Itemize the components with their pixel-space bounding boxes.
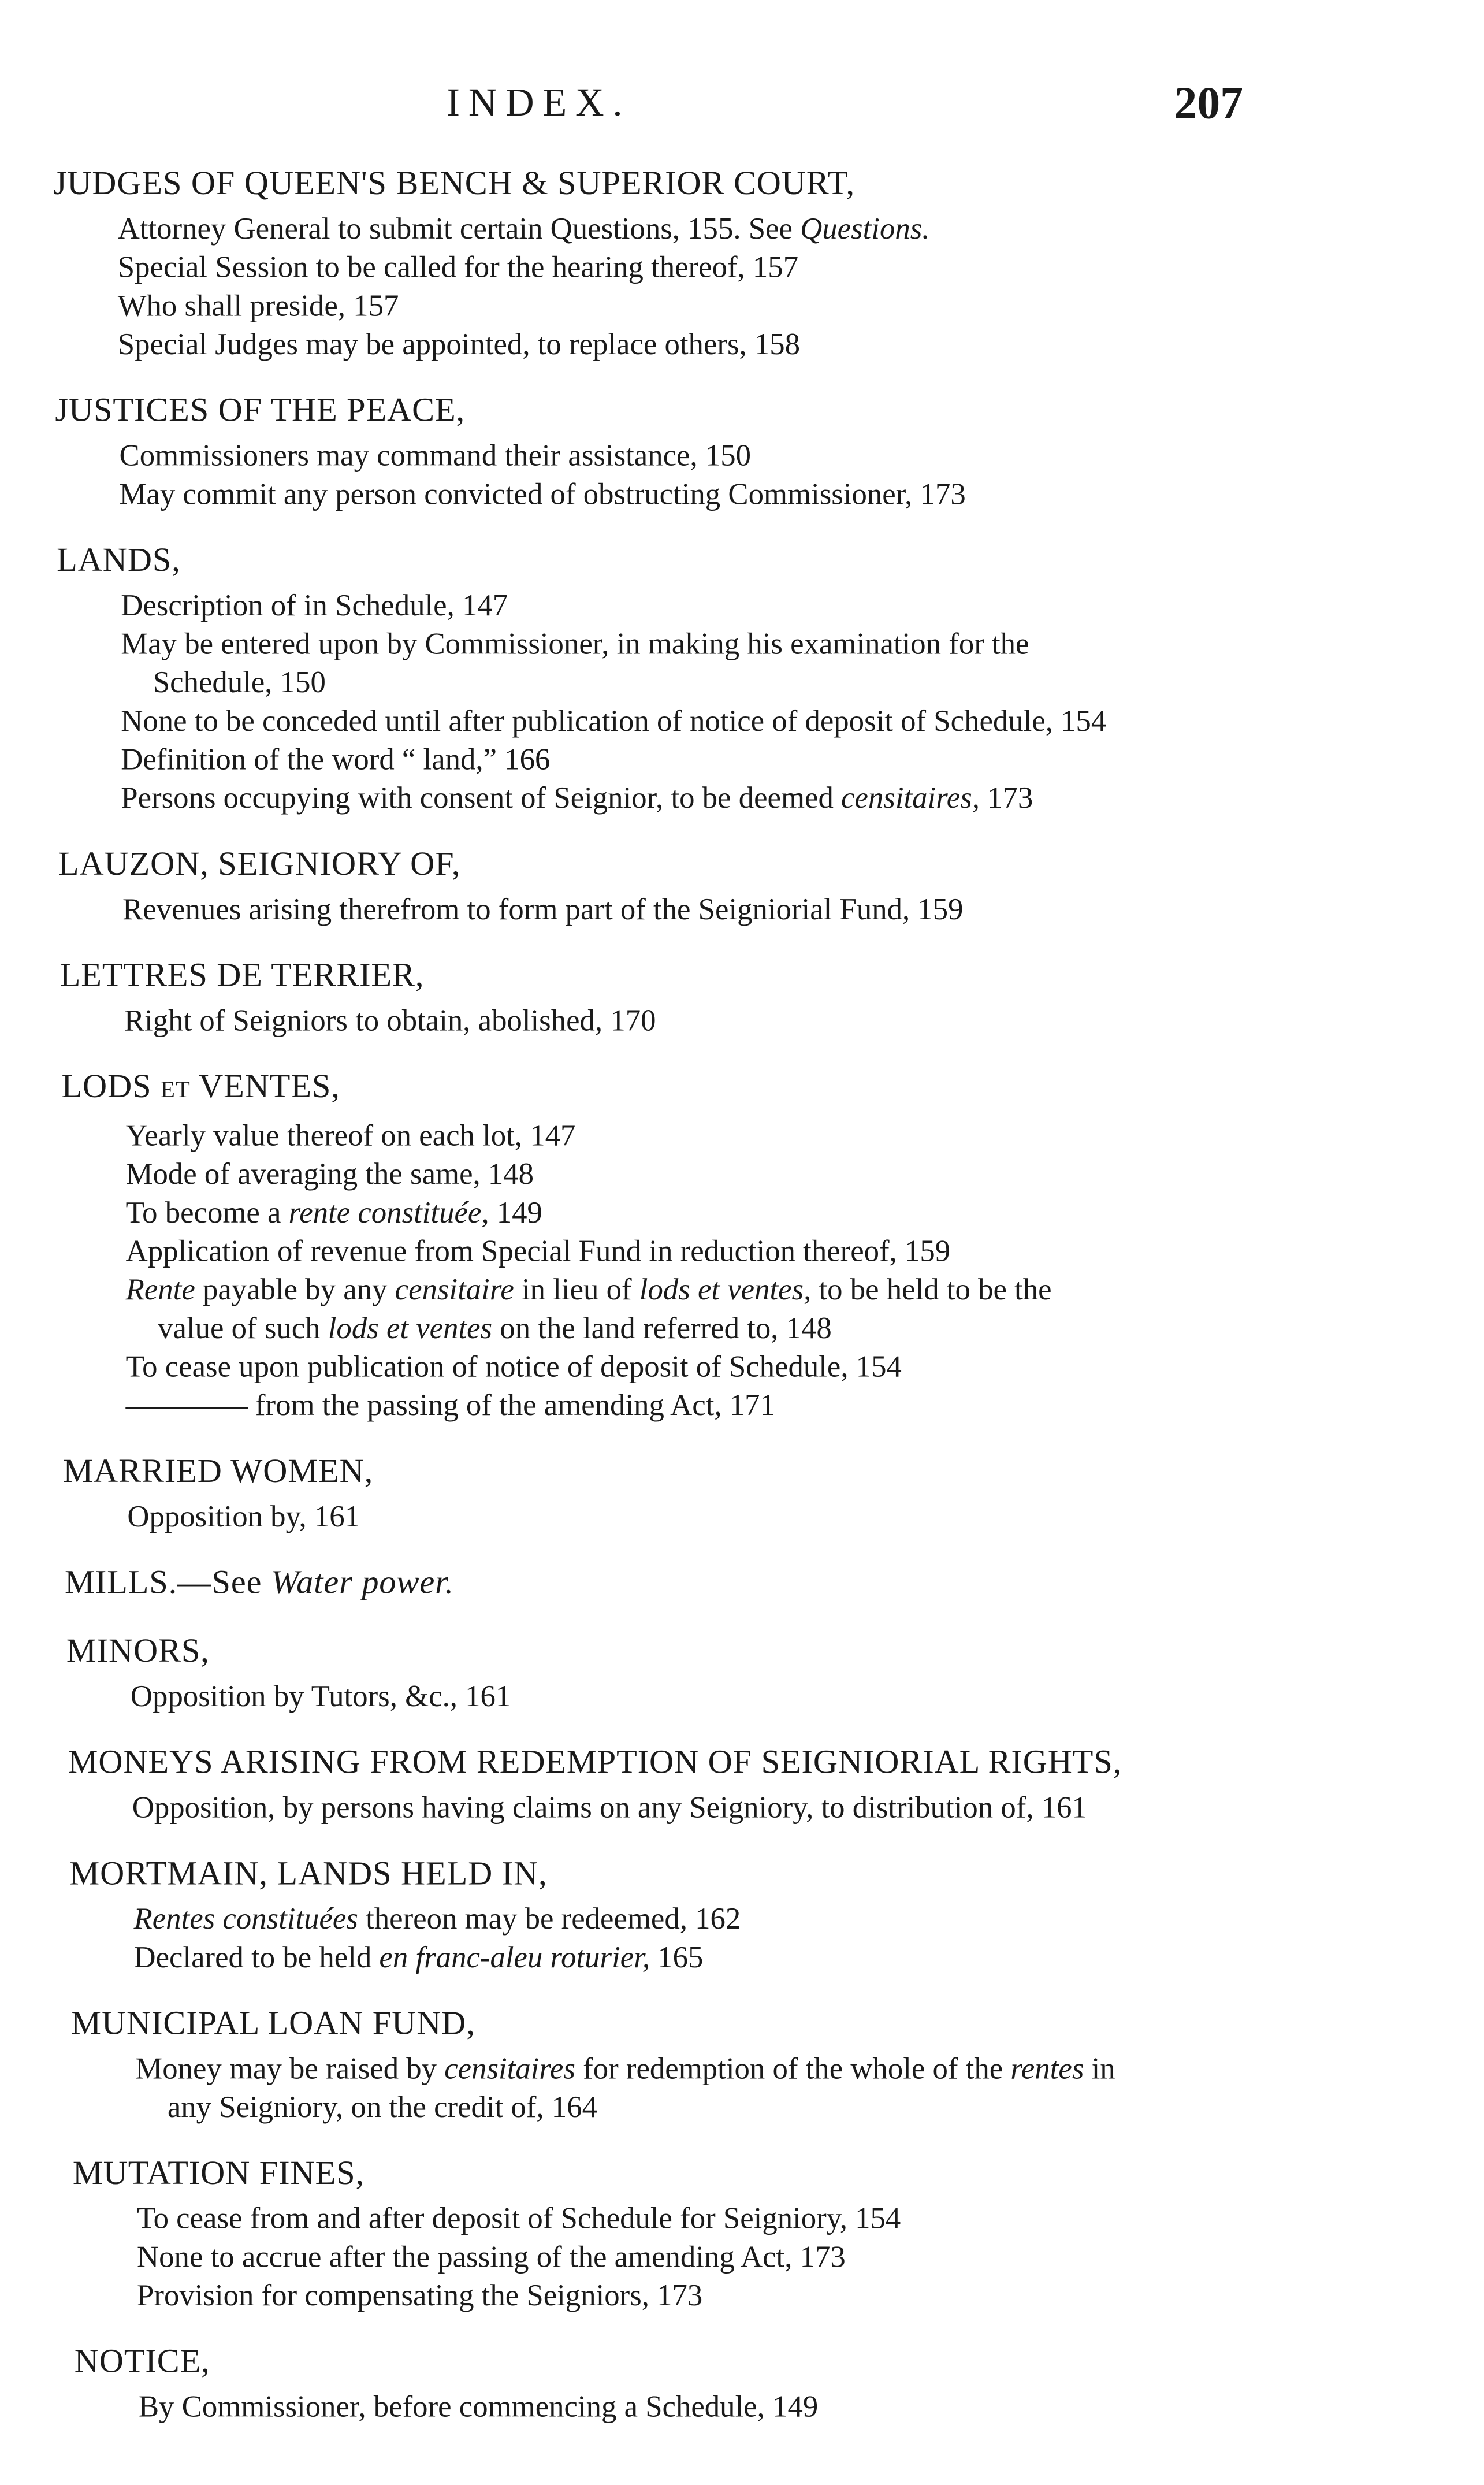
sub-entry (68, 1789, 1124, 1827)
page-number: 207 (1174, 77, 1243, 129)
sub-entry (54, 210, 1124, 248)
sub-entry-italic: Questions. (800, 211, 930, 246)
sub-entry-italic: censitaire (395, 1272, 514, 1307)
sub-entry (69, 1900, 1123, 1938)
sub-entry-text: To cease upon publication of notice of deposit of Schedule, 154 (125, 1350, 902, 1384)
index-entry (54, 1559, 1124, 1604)
sub-entry-text: ———— from the passing of the amending Act, 171 (125, 1388, 775, 1422)
sub-entry-text: Yearly value thereof on each lot, 147 (125, 1119, 576, 1153)
sub-entry (61, 1271, 1123, 1347)
entry-heading (61, 1064, 1123, 1112)
entry-heading (75, 2338, 1124, 2383)
sub-entry-italic: Rentes constituées (133, 1901, 358, 1936)
sub-entry (66, 1677, 1124, 1716)
sub-entry-text: Definition of the word “ land,” 166 (121, 742, 551, 777)
index-entry (54, 2000, 1124, 2127)
sub-entry-text: 165 (650, 1940, 704, 1974)
index-entry (54, 1739, 1124, 1827)
heading-small-caps: ET (161, 1076, 191, 1103)
heading-text: LODS (61, 1067, 161, 1105)
sub-entry (61, 1348, 1123, 1387)
index-entry (54, 537, 1124, 818)
entry-heading (68, 1739, 1124, 1784)
sub-entry-italic: Rente (125, 1272, 195, 1307)
index-entries (54, 161, 1124, 2450)
sub-entry-italic: en franc-aleu roturier, (379, 1940, 650, 1974)
sub-entry-text: in any Seigniory, on the credit of, 164 (167, 2052, 1115, 2124)
sub-entry-text: Opposition by Tutors, &c., 161 (130, 1679, 511, 1713)
heading-text: JUSTICES OF THE PEACE, (55, 391, 466, 429)
sub-entry-text: Mode of averaging the same, 148 (125, 1157, 534, 1191)
sub-entry (69, 1938, 1123, 1977)
sub-entry (61, 1155, 1123, 1194)
heading-text: JUDGES OF QUEEN'S BENCH & SUPERIOR COURT, (53, 164, 855, 202)
sub-entry-text: None to accrue after the passing of the amending Act, 173 (137, 2240, 846, 2274)
heading-text: MUNICIPAL LOAN FUND, (71, 2004, 475, 2042)
sub-entry-text: for redemption of the whole of the (575, 2052, 1011, 2086)
sub-entry (54, 248, 1124, 287)
running-head (0, 77, 1374, 139)
sub-entry-text: To become a (125, 1195, 289, 1230)
index-entry (54, 161, 1124, 364)
sub-entry (57, 702, 1123, 741)
sub-entry-text: Opposition, by persons having claims on any Seigniory, to distribution of, 161 (132, 1791, 1087, 1825)
sub-entry-italic: censitaires (444, 2052, 575, 2086)
heading-text: MONEYS ARISING FROM REDEMPTION OF SEIGNIORIAL RIGHTS, (68, 1743, 1122, 1781)
sub-entry (61, 1194, 1123, 1232)
heading-text: LANDS, (57, 541, 181, 578)
page-title: INDEX. (447, 80, 631, 125)
sub-entry-text: Declared to be held (133, 1940, 380, 1974)
sub-entry (73, 2238, 1124, 2276)
sub-entry-text: Provision for compensating the Seigniors, 173 (137, 2278, 703, 2313)
entry-heading (65, 1559, 1123, 1604)
sub-entry-text: on the land referred to, 148 (492, 1311, 832, 1345)
sub-entry (58, 890, 1124, 929)
entry-heading (55, 387, 1123, 432)
sub-entry (55, 437, 1123, 476)
sub-entry-text: Attorney General to submit certain Questions, 155. See (117, 211, 801, 246)
heading-text: MARRIED WOMEN, (63, 1452, 374, 1489)
sub-entry (63, 1498, 1123, 1536)
sub-entry-text: in lieu of (514, 1272, 639, 1307)
heading-text: LETTRES DE TERRIER, (59, 956, 425, 994)
sub-entry-text: 173 (979, 781, 1033, 815)
sub-entry-text: To cease from and after deposit of Schedule for Seigniory, 154 (137, 2201, 901, 2235)
sub-entry-text: May commit any person convicted of obstructing Commissioner, 173 (119, 477, 966, 511)
sub-entry (57, 779, 1123, 818)
sub-entry-text: By Commissioner, before commencing a Schedule, 149 (138, 2390, 819, 2424)
index-entry (54, 1628, 1124, 1716)
heading-text: MINORS, (66, 1632, 210, 1670)
sub-entry-text: Special Judges may be appointed, to replace others, 158 (117, 327, 801, 362)
heading-text: MUTATION FINES, (72, 2153, 365, 2191)
entry-heading (73, 2150, 1124, 2195)
sub-entry (71, 2049, 1123, 2126)
sub-entry-text: None to be conceded until after publication of notice of deposit of Schedule, 154 (121, 704, 1107, 738)
sub-entry (54, 287, 1124, 325)
sub-entry-text: Opposition by, 161 (127, 1499, 360, 1533)
sub-entry-italic: censitaires, (841, 781, 980, 815)
sub-entry-text: Commissioners may command their assistance, 150 (119, 439, 752, 473)
sub-entry-text: payable by any (195, 1272, 395, 1307)
entry-heading (69, 1851, 1123, 1896)
sub-entry (61, 1386, 1123, 1425)
sub-entry (61, 1232, 1123, 1271)
sub-entry (57, 625, 1123, 702)
index-entry (54, 387, 1124, 514)
heading-text: MILLS.—See (65, 1563, 271, 1601)
sub-entry (61, 1116, 1123, 1155)
index-entry (54, 841, 1124, 929)
sub-entry-text: thereon may be redeemed, 162 (358, 1901, 741, 1936)
sub-entry-text: Description of in Schedule, 147 (121, 588, 508, 622)
index-entry (54, 1064, 1124, 1425)
sub-entry (55, 475, 1123, 514)
sub-entry (73, 2200, 1124, 2238)
sub-entry-italic: rentes (1010, 2052, 1084, 2086)
sub-entry-text: Persons occupying with consent of Seignior, to be deemed (121, 781, 842, 815)
index-entry (54, 2150, 1124, 2315)
entry-heading (58, 841, 1124, 886)
sub-entry-text: to be held to be the value of such (158, 1272, 1052, 1345)
heading-text: NOTICE, (74, 2342, 210, 2380)
heading-cross-reference: Water power. (270, 1563, 454, 1601)
sub-entry-text: Revenues arising therefrom to form part of the Seigniorial Fund, 159 (122, 892, 964, 926)
sub-entry-text: Right of Seigniors to obtain, abolished, 170 (124, 1004, 656, 1038)
entry-heading (66, 1628, 1124, 1673)
index-entry (54, 1851, 1124, 1977)
sub-entry-italic: rente constituée, (288, 1195, 489, 1230)
index-entry (54, 952, 1124, 1040)
sub-entry (54, 325, 1124, 364)
sub-entry-text: Special Session to be called for the hearing thereof, 157 (117, 250, 799, 284)
heading-text: VENTES, (190, 1067, 340, 1105)
heading-text: MORTMAIN, LANDS HELD IN, (69, 1854, 548, 1892)
sub-entry-text: Money may be raised by (135, 2052, 445, 2086)
sub-entry (60, 1001, 1124, 1040)
sub-entry-text: Application of revenue from Special Fund in reduction thereof, 159 (125, 1234, 951, 1268)
index-entry (54, 2338, 1124, 2426)
entry-heading (63, 1448, 1123, 1494)
entry-heading (54, 161, 1124, 206)
sub-entry-text: May be entered upon by Commissioner, in making his examination for the Schedule, 150 (121, 627, 1029, 700)
entry-heading (57, 537, 1123, 582)
sub-entry (73, 2276, 1124, 2315)
index-entry (54, 1448, 1124, 1536)
sub-entry (57, 741, 1123, 779)
entry-heading (60, 952, 1124, 997)
sub-entry (57, 586, 1123, 625)
entry-heading (71, 2000, 1123, 2045)
sub-entry-italic: lods et ventes (328, 1311, 493, 1345)
sub-entry-text: 149 (489, 1195, 542, 1230)
sub-entry (75, 2388, 1124, 2427)
heading-text: LAUZON, SEIGNIORY OF, (58, 845, 461, 882)
sub-entry-italic: lods et ventes, (639, 1272, 812, 1307)
sub-entry-text: Who shall preside, 157 (117, 289, 399, 323)
